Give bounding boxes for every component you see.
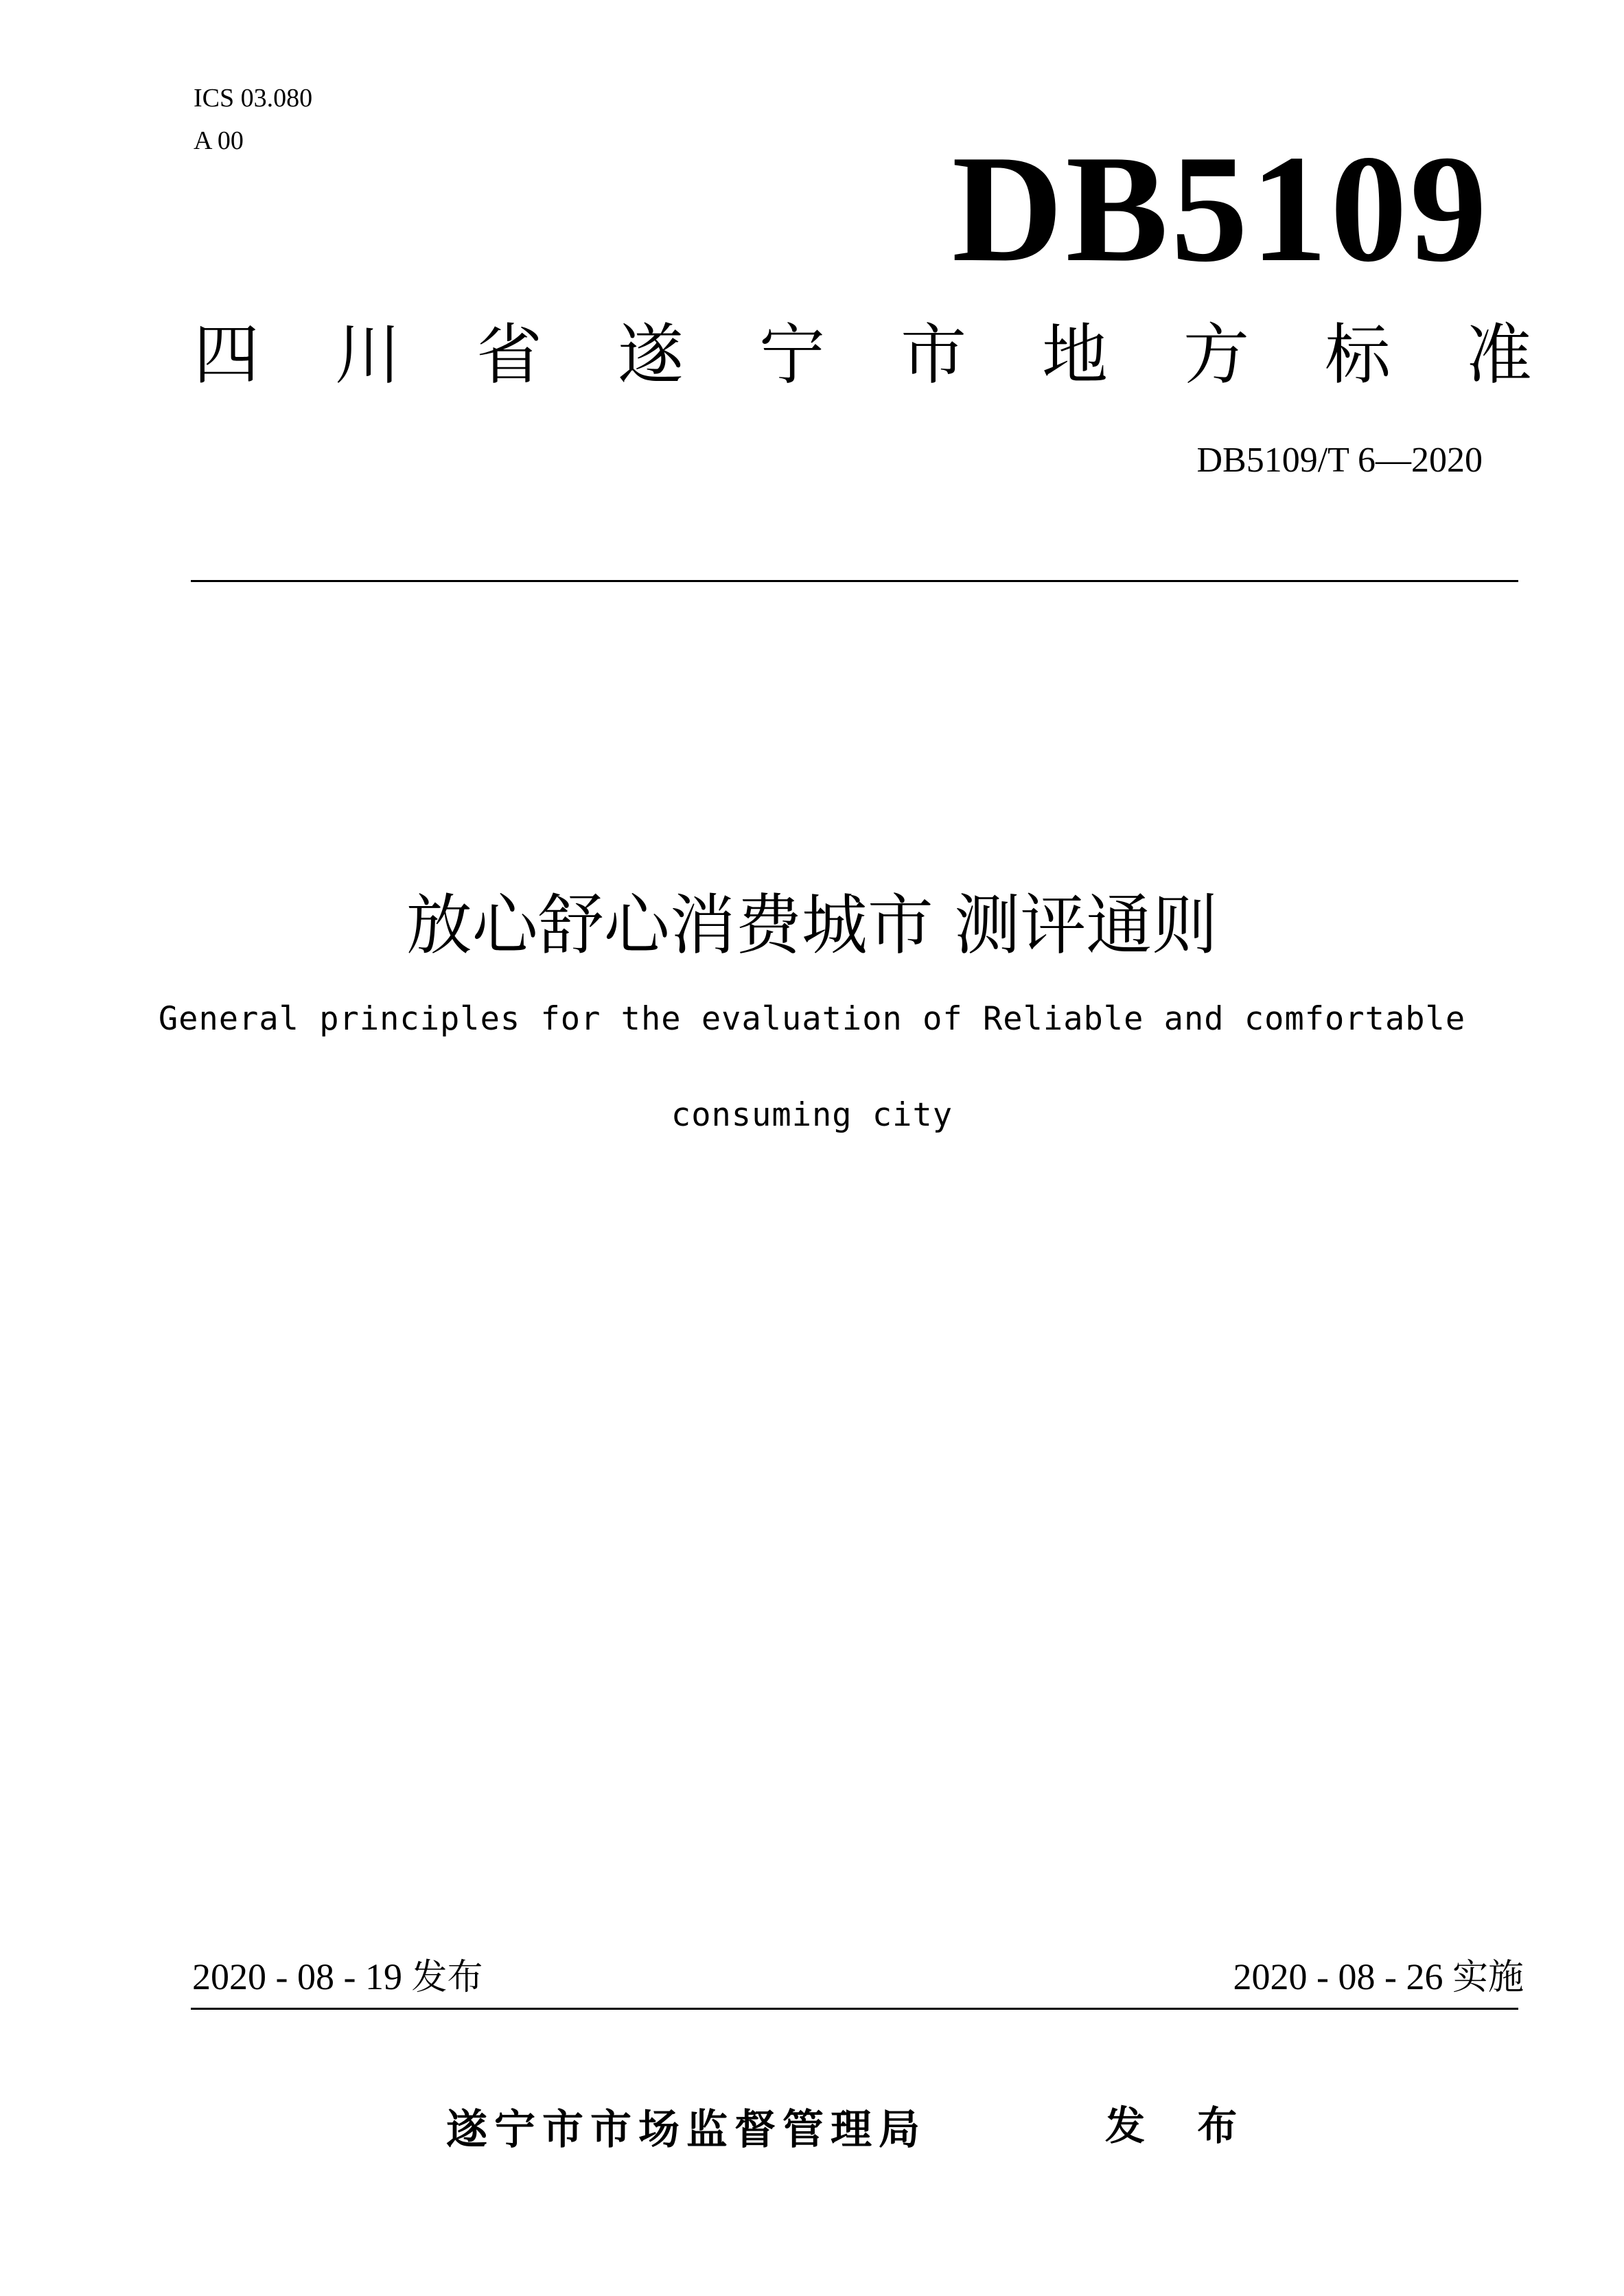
document-title-english-line1: General principles for the evaluation of Reliable and comfortable: [158, 1000, 1466, 1038]
standard-type-heading: [194, 310, 1532, 399]
standard-type-char: 标: [1325, 316, 1391, 393]
standard-type-char: 准: [1466, 316, 1532, 393]
standard-type-char: 遂: [618, 316, 684, 393]
ics-code: ICS 03.080: [194, 84, 313, 113]
standard-type-char: 市: [901, 316, 966, 393]
implementation-date-label: 实施: [1452, 1957, 1524, 1998]
standard-type-char: 四: [194, 316, 259, 393]
standard-type-char: 宁: [759, 316, 825, 393]
publisher-name: 遂宁市市场监督管理局: [446, 2106, 927, 2154]
implementation-date: [961, 1951, 1524, 2004]
document-title-english-line2: consuming city: [671, 1096, 953, 1134]
standard-number: DB5109/T 6—2020: [1196, 441, 1483, 480]
implementation-date-value: 2020 - 08 - 26: [1233, 1956, 1443, 1997]
publish-label: 发 布: [1105, 2102, 1257, 2149]
document-title-chinese: 放心舒心消费城市 测评通则: [406, 887, 1218, 964]
issue-date: [192, 1951, 483, 2004]
standard-type-char: 地: [1042, 316, 1108, 393]
issue-date-value: 2020 - 08 - 19: [192, 1956, 402, 1997]
standard-type-char: 方: [1183, 316, 1249, 393]
issue-date-label: 发布: [411, 1957, 483, 1998]
ccs-code: A 00: [194, 126, 244, 155]
standard-type-char: 省: [476, 316, 542, 393]
bottom-divider: [191, 2008, 1518, 2010]
standard-code-logo: DB5109: [951, 124, 1489, 294]
top-divider: [191, 580, 1518, 582]
standard-type-char: 川: [335, 316, 401, 393]
